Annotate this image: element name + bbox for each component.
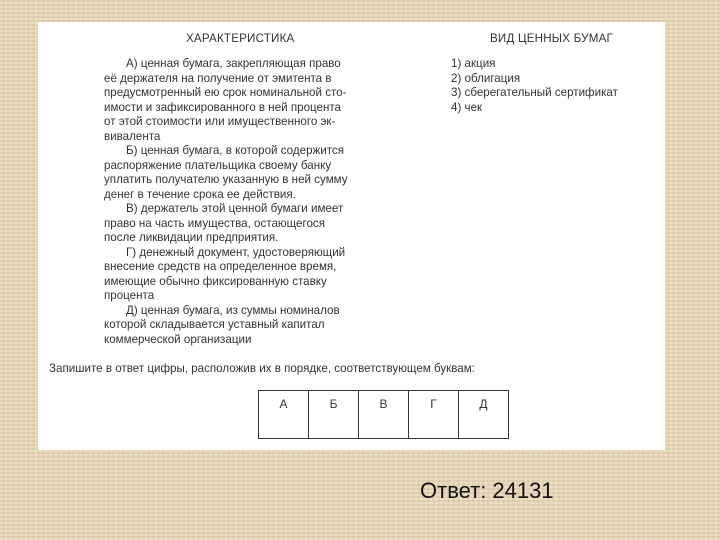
answer-cell-g: Г <box>409 391 459 439</box>
text-line: денег в течение срока ее действия. <box>104 187 296 201</box>
characteristic-a <box>104 57 394 144</box>
text-line: внесение средств на определенное время, <box>104 260 337 273</box>
characteristic-header: ХАРАКТЕРИСТИКА <box>186 32 295 45</box>
text-line: от этой стоимости или имущественного эк- <box>104 115 336 128</box>
text-line: А) ценная бумага, закрепляющая право <box>126 57 341 70</box>
instruction-text: Запишите в ответ цифры, расположив их в порядке, соответствующем буквам: <box>49 362 475 375</box>
text-line: Б) ценная бумага, в которой содержится <box>126 144 344 157</box>
text-line: Г) денежный документ, удостоверяющий <box>126 245 346 259</box>
text-line: право на часть имущества, остающегося <box>104 216 325 230</box>
security-type-header: ВИД ЦЕННЫХ БУМАГ <box>490 32 613 45</box>
text-line: которой складывается уставный капитал <box>104 318 325 331</box>
text-line: её держателя на получение от эмитента в <box>104 71 332 85</box>
answer-cell-v: В <box>359 391 409 439</box>
answer-text: Ответ: 24131 <box>420 478 554 503</box>
text-line: имеющие обычно фиксированную ставку <box>104 274 327 288</box>
answer-cell-b: Б <box>309 391 359 439</box>
text-line: распоряжение плательщика своему банку <box>104 158 332 172</box>
text-line: уплатить получателю указанную в ней сумму <box>104 173 348 186</box>
text-line: Д) ценная бумага, из суммы номиналов <box>126 303 340 317</box>
answer-table <box>258 390 509 439</box>
text-line: процента <box>104 289 155 302</box>
text-line: после ликвидации предприятия. <box>104 231 279 244</box>
security-type-item: 1) акция <box>451 57 496 70</box>
text-line: предусмотренный ею срок номинальной сто- <box>104 86 347 99</box>
characteristics-list <box>104 57 394 347</box>
document-content <box>38 22 665 450</box>
security-type-item: 4) чек <box>451 100 483 114</box>
characteristic-d <box>104 304 394 348</box>
text-line: коммерческой организации <box>104 332 252 346</box>
text-line: В) держатель этой ценной бумаги имеет <box>126 202 344 215</box>
answer-cell-d: Д <box>459 391 509 439</box>
characteristic-v <box>104 202 394 246</box>
document-panel <box>38 22 665 450</box>
text-line: вивалента <box>104 129 161 143</box>
text-line: имости и зафиксированного в ней процента <box>104 100 342 114</box>
security-types-list <box>451 57 661 115</box>
answer-cell-a: А <box>259 391 309 439</box>
characteristic-b <box>104 144 394 202</box>
characteristic-g <box>104 246 394 304</box>
security-type-item: 2) облигация <box>451 71 521 85</box>
security-type-item: 3) сберегательный сертификат <box>451 86 618 99</box>
